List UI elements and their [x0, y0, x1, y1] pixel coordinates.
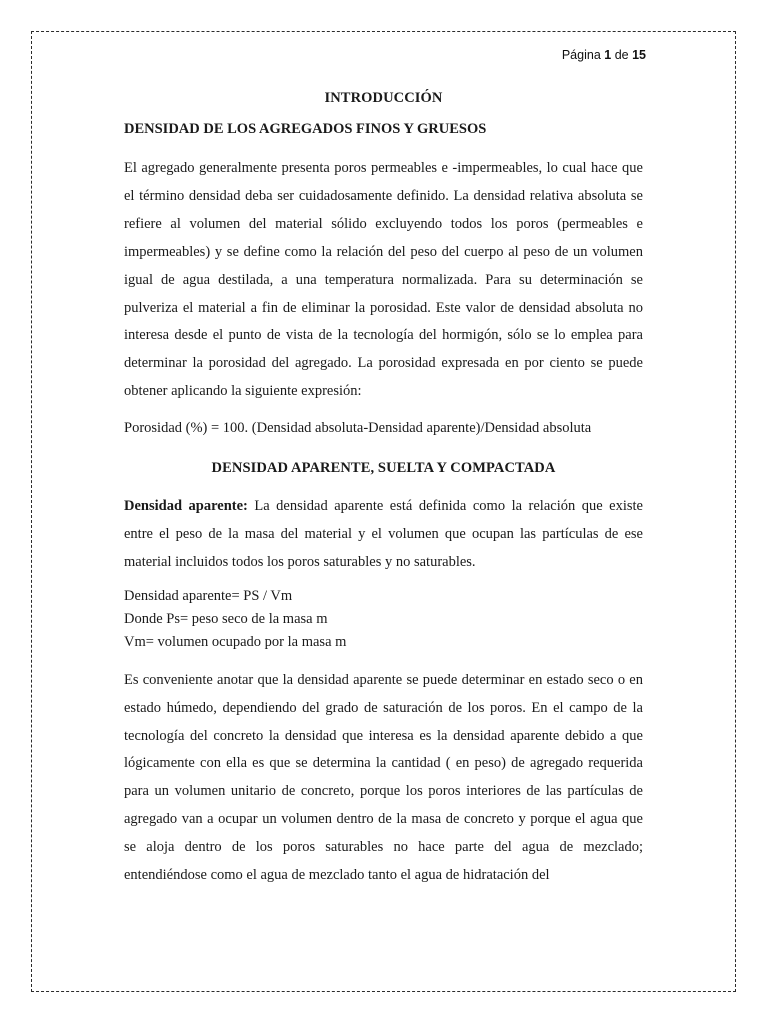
paragraph-aggregate-density: El agregado generalmente presenta poros permeables e -impermeables, lo cual hace que el término densidad deba ser cuidadosamente definido. La densidad relativa absoluta se refiere al volumen del material sólido excluyendo todos los poros (permeables e impermeables) y se define como la relación del peso del cuerpo al peso de un volumen igual de agua destilada, a una temperatura normalizada. Para su determinación se pulveriza el material a fin de eliminar la porosidad. Este valor de densidad absoluta no interesa desde el punto de vista de la tecnología del hormigón, sólo se lo emplea para determinar la porosidad del agregado. La porosidad expresada en por ciento se puede obtener aplicando la siguiente expresión: — [124, 160, 643, 400]
page-total: 15 — [632, 48, 646, 62]
definition-vm: Vm= volumen ocupado por la masa m — [124, 634, 347, 651]
page-number — [562, 48, 646, 62]
heading-apparent-density: DENSIDAD APARENTE, SUELTA Y COMPACTADA — [211, 460, 556, 477]
heading-introduction: INTRODUCCIÓN — [324, 90, 443, 106]
page-label: Página — [561, 48, 601, 62]
document-body — [124, 90, 643, 890]
page-of: de — [614, 48, 629, 62]
apparent-density-text: La densidad aparente está definida como la relación que existe entre el peso de la masa del material y el volumen que ocupan las partículas de ese material incluidos todos los poros saturables y no saturables. — [124, 498, 643, 570]
paragraph-apparent-density-notes: Es conveniente anotar que la densidad aparente se puede determinar en estado seco o en estado húmedo, dependiendo del grado de saturación de los poros. En el campo de la tecnología del concreto la densidad que interesa es la densidad aparente debido a que lógicamente con ella es que se determina la cantidad ( en peso) de agregado requerida para un volumen unitario de concreto, porque los poros interiores de las partículas de agregado van a ocupar un volumen dentro de la masa de concreto y porque el agua que se aloja dentro de los poros saturables no hace parte del agua de mezclado; entendiéndose como el agua de mezclado tanto el agua de hidratación del — [124, 671, 643, 884]
apparent-density-label: Densidad aparente: — [124, 498, 248, 515]
heading-density-aggregates: DENSIDAD DE LOS AGREGADOS FINOS Y GRUESOS — [124, 121, 487, 137]
porosity-formula: Porosidad (%) = 100. (Densidad absoluta-Densidad aparente)/Densidad absoluta — [124, 420, 592, 437]
definition-ps: Donde Ps= peso seco de la masa m — [124, 611, 328, 628]
paragraph-apparent-density — [124, 493, 643, 577]
definitions-block — [124, 585, 643, 655]
page-current: 1 — [604, 48, 612, 62]
definition-formula: Densidad aparente= PS / Vm — [124, 587, 293, 604]
